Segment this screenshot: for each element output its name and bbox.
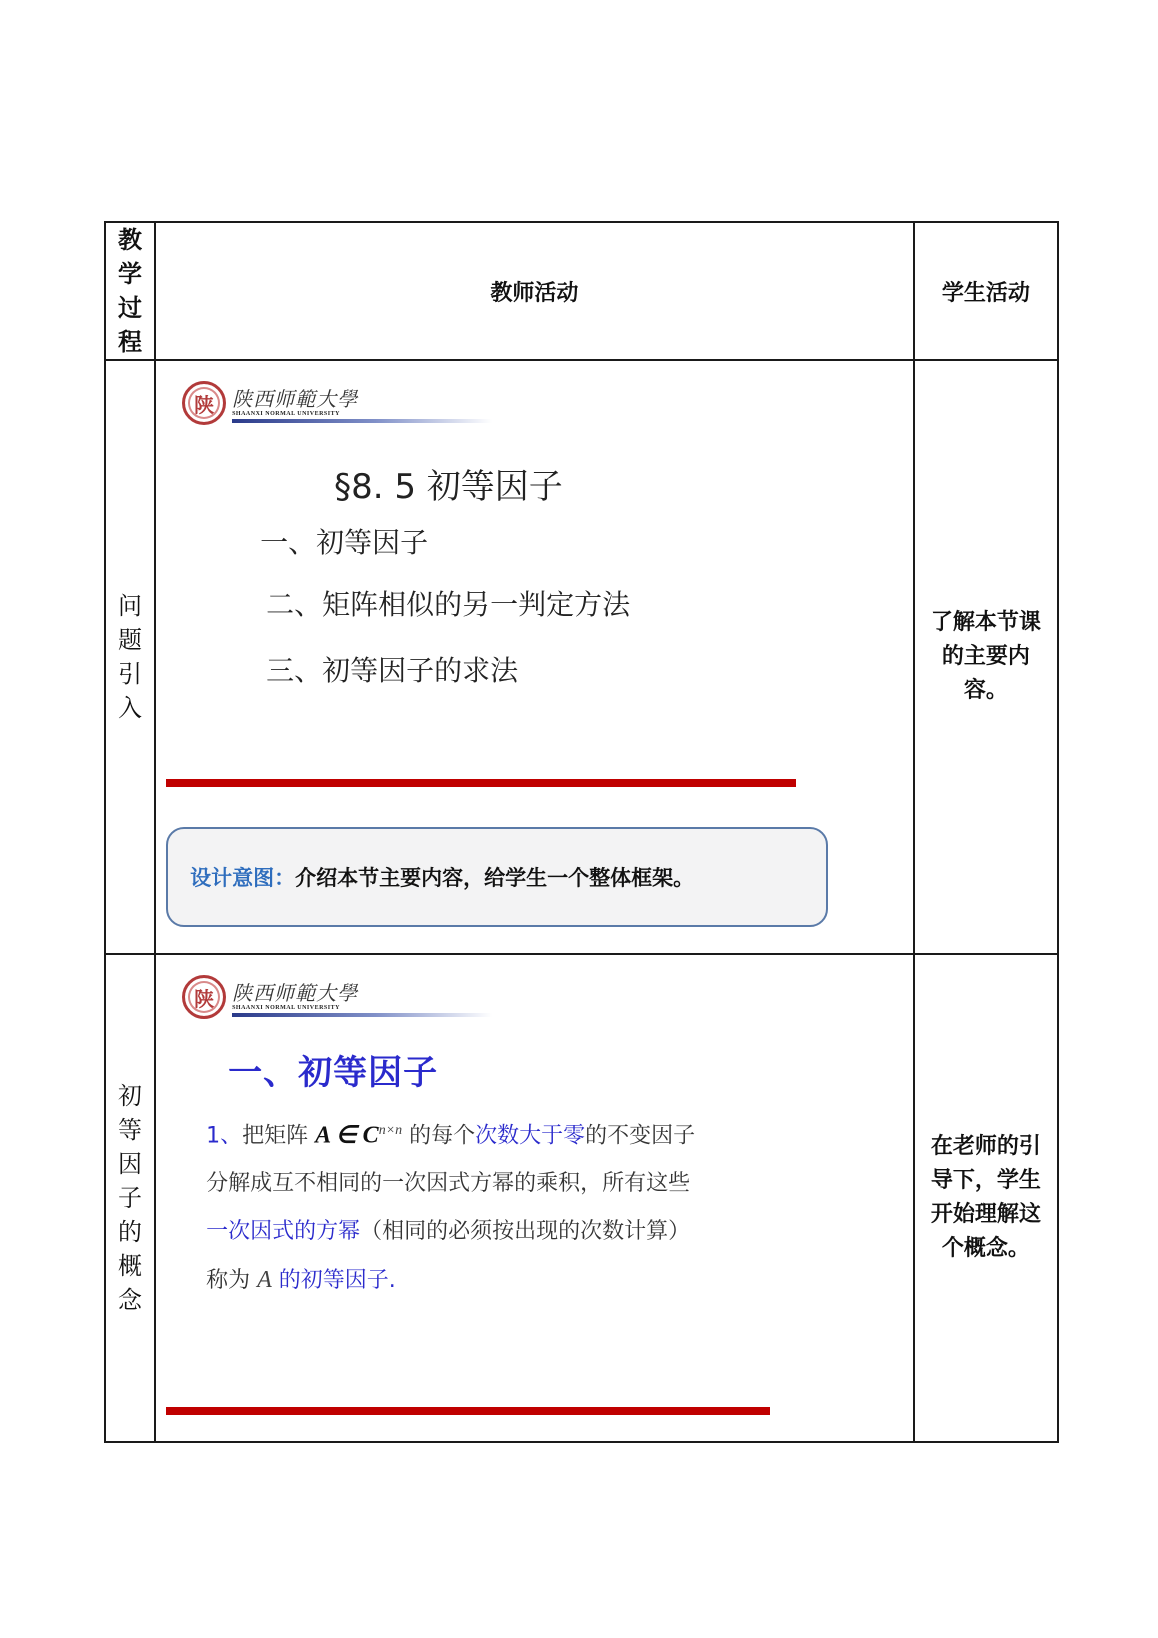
concept-stage-label: 初等因子的概念: [118, 1082, 143, 1314]
definition-paragraph: [206, 1107, 766, 1305]
university-seal-icon: 陕: [182, 381, 226, 425]
row-intro: [105, 360, 1058, 954]
concept-slide: [156, 955, 913, 1441]
header-student-label: 学生活动: [941, 280, 1030, 306]
section-title: 一、初等因子: [228, 1053, 439, 1093]
intro-slide: [156, 361, 913, 953]
design-intent-label: 设计意图：: [190, 866, 296, 890]
toc-item-1: 一、初等因子: [260, 526, 429, 559]
header-stage-label: 教学过程: [118, 226, 143, 356]
concept-teacher-cell: [155, 954, 914, 1442]
concept-student-activity: 在老师的引导下，学生开始理解这个概念。: [930, 1134, 1041, 1261]
intro-stage-label: 问题引入: [118, 592, 143, 722]
concept-student-cell: [914, 954, 1058, 1442]
university-seal-icon: 陕: [182, 975, 226, 1019]
header-row: [105, 222, 1058, 360]
intro-stage-cell: [105, 360, 155, 954]
matrix-math: A ∈ C: [315, 1122, 379, 1149]
header-stage-cell: [105, 222, 155, 360]
header-teacher-cell: [155, 222, 914, 360]
logo-underline: [232, 1013, 492, 1017]
logo-chinese-name: 陕西师範大學: [232, 981, 359, 1005]
logo-english-name: SHAANXI NORMAL UNIVERSITY: [232, 411, 340, 417]
header-teacher-label: 教师活动: [490, 280, 579, 306]
design-intent-box: [166, 827, 828, 927]
intro-teacher-cell: [155, 360, 914, 954]
lesson-plan-table: [104, 221, 1059, 1443]
slide-title: §8. 5 初等因子: [334, 467, 563, 507]
slide-divider: [166, 779, 796, 787]
intro-student-cell: [914, 360, 1058, 954]
slide-divider: [166, 1407, 770, 1415]
row-concept: [105, 954, 1058, 1442]
logo-underline: [232, 419, 492, 423]
definition-line-1: 1、把矩阵 A ∈ $C^{n\times n}$ 的每个次数大于零的不变因子: [206, 1122, 696, 1149]
definition-line-4: 称为 A 的初等因子.: [206, 1267, 396, 1294]
concept-stage-cell: [105, 954, 155, 1442]
intro-student-activity: 了解本节课的主要内容。: [930, 610, 1041, 703]
logo-english-name: SHAANXI NORMAL UNIVERSITY: [232, 1005, 340, 1011]
toc-item-2: 二、矩阵相似的另一判定方法: [266, 588, 631, 621]
definition-line-2: 分解成互不相同的一次因式方幂的乘积，所有这些: [206, 1171, 691, 1197]
toc-item-3: 三、初等因子的求法: [266, 654, 519, 687]
design-intent-text: 介绍本节主要内容，给学生一个整体框架。: [295, 866, 695, 890]
definition-line-3: 一次因式的方幂（相同的必须按出现的次数计算）: [206, 1219, 691, 1245]
logo-chinese-name: 陕西师範大學: [232, 387, 359, 411]
header-student-cell: [914, 222, 1058, 360]
